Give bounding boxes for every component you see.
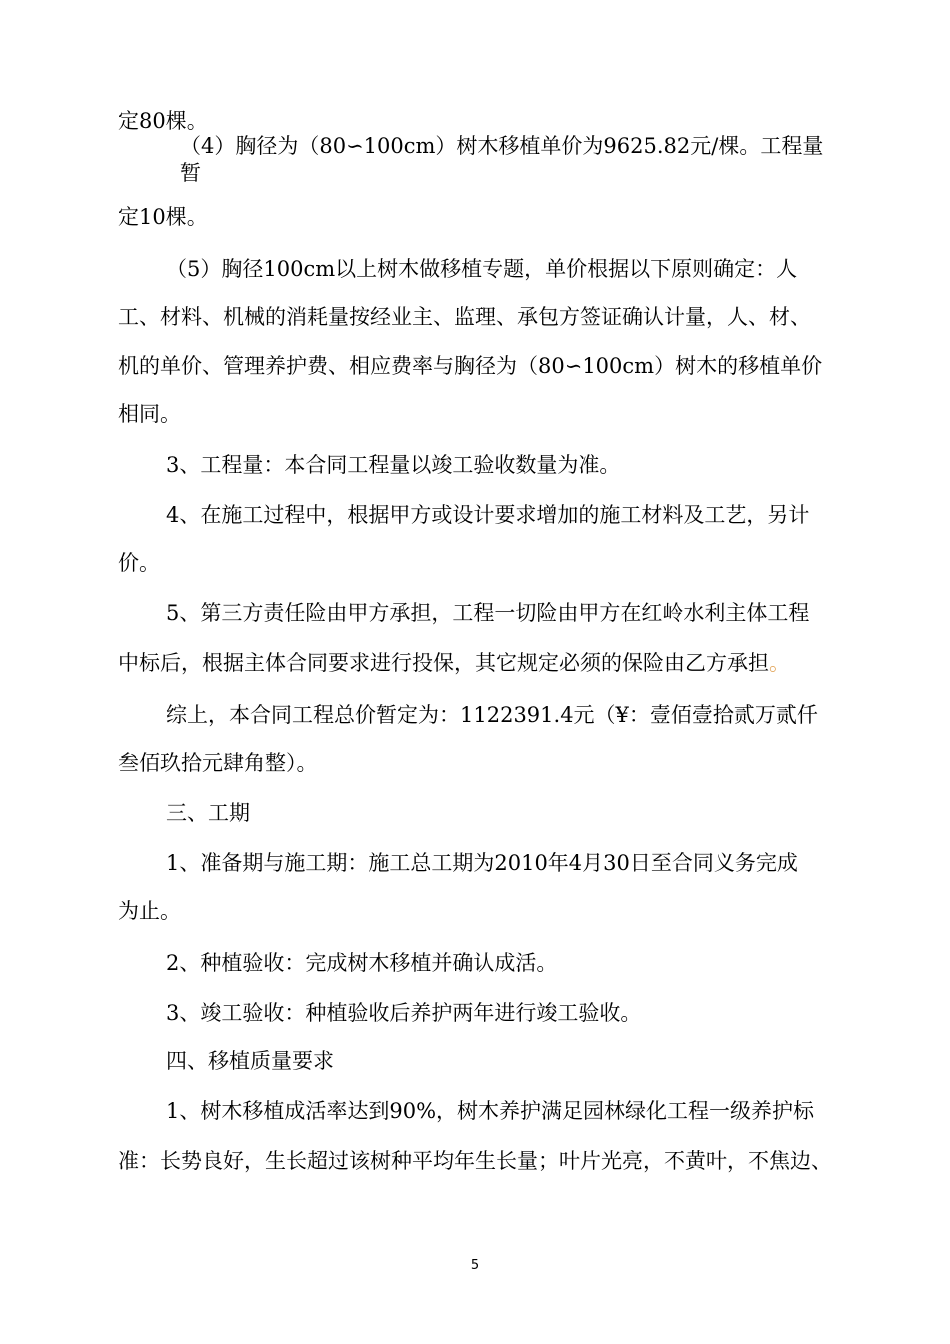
text-segment: 中标后，根据主体合同要求进行投保，其它规定必须的保险由乙方承担 [118,651,769,675]
text-line [118,650,790,676]
text-line: 2、种植验收：完成树木移植并确认成活。 [166,951,558,975]
text-line: 定80棵。 [118,109,208,133]
orange-period: 。 [769,651,790,675]
text-line: 暂 [180,161,201,185]
text-line: 1、准备期与施工期：施工总工期为2010年4月30日至合同义务完成 [166,851,798,875]
text-line: 综上，本合同工程总价暂定为：1122391.4元（¥：壹佰壹拾贰万贰仟 [166,703,818,727]
text-line: 为止。 [118,899,181,923]
section-heading: 三、工期 [166,801,250,825]
text-line: 5、第三方责任险由甲方承担，工程一切险由甲方在红岭水利主体工程 [166,601,810,625]
text-line: （4）胸径为（80∽100cm）树木移植单价为9625.82元/棵。工程量 [180,134,824,158]
text-line: 准：长势良好，生长超过该树种平均年生长量；叶片光亮，不黄叶，不焦边、 [118,1149,832,1173]
text-line: 叁佰玖拾元肆角整）。 [118,751,318,775]
text-line: 4、在施工过程中，根据甲方或设计要求增加的施工材料及工艺，另计 [166,503,810,527]
page-number: 5 [470,1258,480,1273]
text-line: 3、竣工验收：种植验收后养护两年进行竣工验收。 [166,1001,642,1025]
text-line: 相同。 [118,402,181,426]
text-line: 价。 [118,551,160,575]
text-line: 3、工程量：本合同工程量以竣工验收数量为准。 [166,453,621,477]
text-line: 工、材料、机械的消耗量按经业主、监理、承包方签证确认计量，人、材、 [118,305,811,329]
text-line: 定10棵。 [118,205,208,229]
text-line: 机的单价、管理养护费、相应费率与胸径为（80∽100cm）树木的移植单价 [118,354,823,378]
section-heading: 四、移植质量要求 [166,1049,334,1073]
text-line: （5）胸径100cm以上树木做移植专题，单价根据以下原则确定：人 [166,257,798,281]
text-line: 1、树木移植成活率达到90%，树木养护满足园林绿化工程一级养护标 [166,1099,815,1123]
